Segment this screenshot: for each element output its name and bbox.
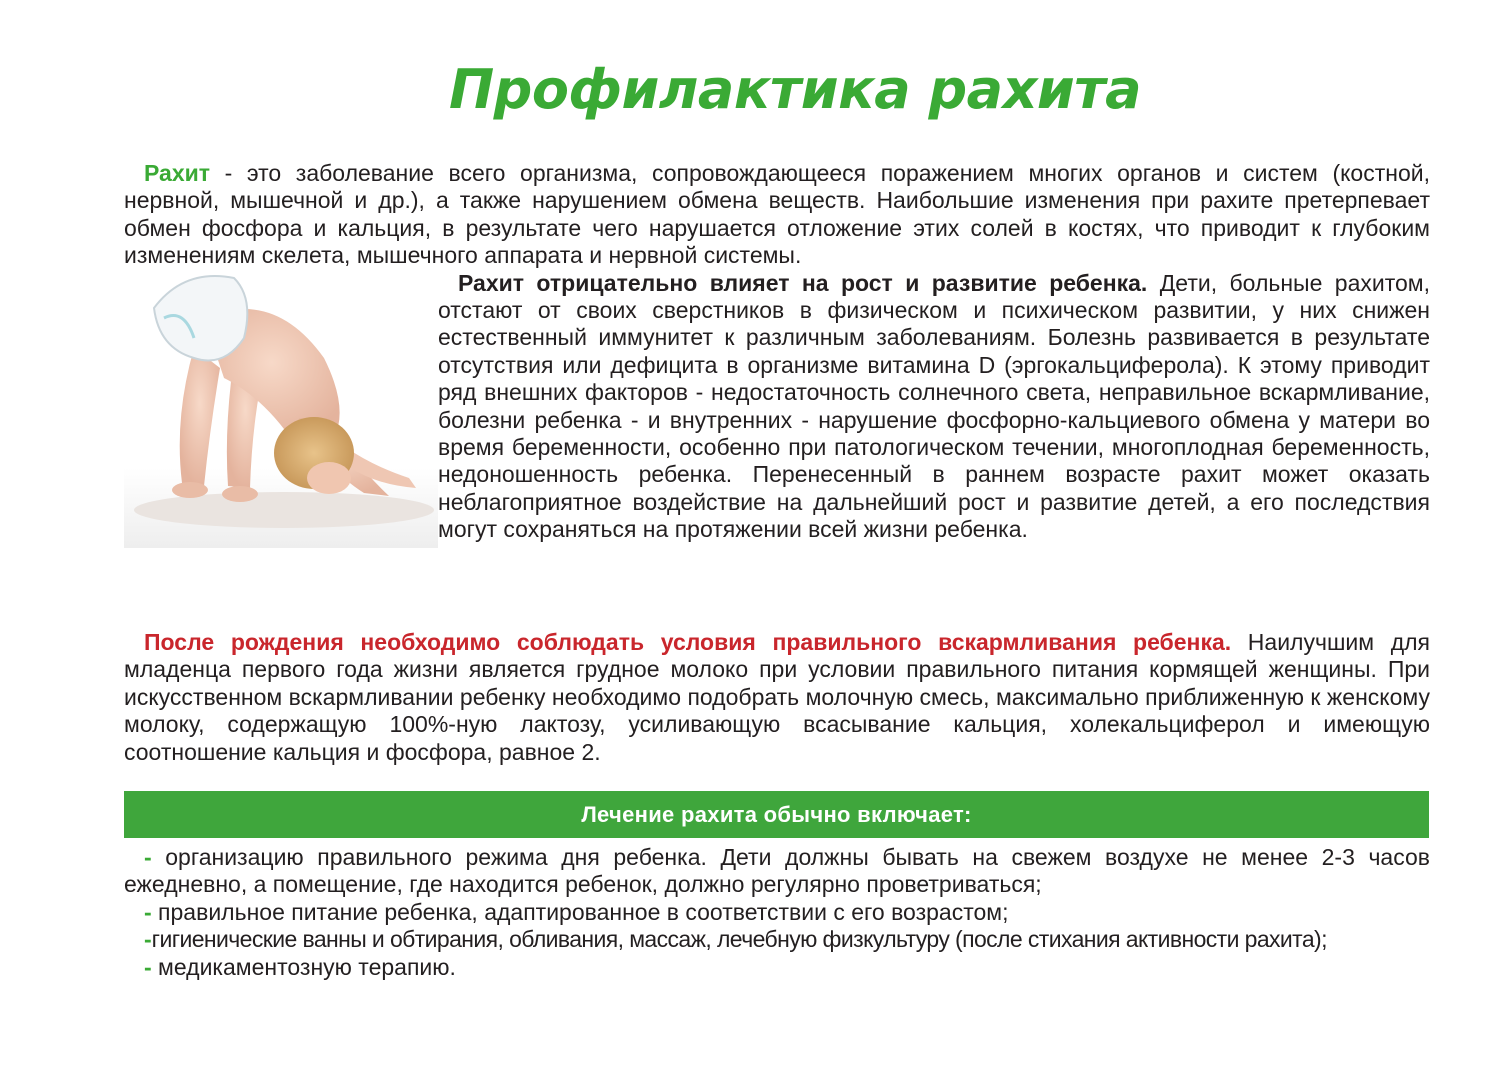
intro-text-2: Дети, больные рахитом, отстают от своих сверстников в физическом и психическом развитии, у них снижен естественный иммунитет к различным заболеваниям. Болезнь развивается в результате отсутствия или дефицита в организме витамина D (эргокальциферола). К этому приводит ряд внешних факторов - недостаточность солнечного света, неправильное вскармливание, болезни ребенка - и внутренних - нарушение фосфорно-кальциевого обмена у матери во время беременности, особенно при патологическом течении, многоплодная беременность, недоношенность ребенка. Перенесенный в раннем возрасте рахит может оказать неблагоприятное воздействие на дальнейший рост и развитие детей, а его последствия могут сохраняться на протяжении всей жизни ребенка. [438,269,1430,543]
bold-lead: Рахит отрицательно влияет на рост и развитие ребенка. [458,269,1148,296]
bullet-dash: - [144,953,152,980]
bullet-dash: - [144,844,152,870]
page-title: Профилактика рахита [448,58,1142,121]
list-item: - организацию правильного режима дня ребенка. Дети должны бывать на свежем воздухе не менее 2-3 часов ежедневно, а помещение, где находится ребенок, должно регулярно проветриваться; [124,844,1430,898]
bullet-dash: - [144,926,152,953]
treatment-banner: Лечение рахита обычно включает: [124,791,1429,838]
intro-text: - это заболевание всего организма, сопровождающееся поражением многих органов и систем (костной, нервной, мышечной и др.), а также нарушением обмена веществ. Наибольшие изменения при рахите претерпевает обмен фосфора и кальция, в результате чего нарушается отложение этих солей в костях, что приводит к глубоким изменениям скелета, мышечного аппарата и нервной системы. [124,160,1430,269]
list-item: - медикаментозную терапию. [144,953,456,980]
term-rakhit: Рахит [144,160,211,186]
feeding-lead: После рождения необходимо соблюдать условия правильного вскармливания ребенка. [144,629,1232,655]
treatment-list [124,844,1430,981]
bullet-dash: - [144,898,152,925]
baby-photo [124,270,438,650]
feeding-section [124,629,1430,766]
list-item: - правильное питание ребенка, адаптированное в соответствии с его возрастом; [144,898,1009,925]
intro-section [124,160,1430,650]
feeding-text: Наилучшим для младенца первого года жизни является грудное молоко при условии правильного питания кормящей женщины. При искусственном вскармливании ребенку необходимо подобрать молочную смесь, максимально приближенную к женскому молоку, содержащую 100%-ную лактозу, усиливающую всасывание кальция, холекальциферол и имеющую соотношение кальция и фосфора, равное 2. [124,629,1431,765]
list-item: -гигиенические ванны и обтирания, обливания, массаж, лечебную физкультуру (после стихания активности рахита); [144,926,1327,953]
